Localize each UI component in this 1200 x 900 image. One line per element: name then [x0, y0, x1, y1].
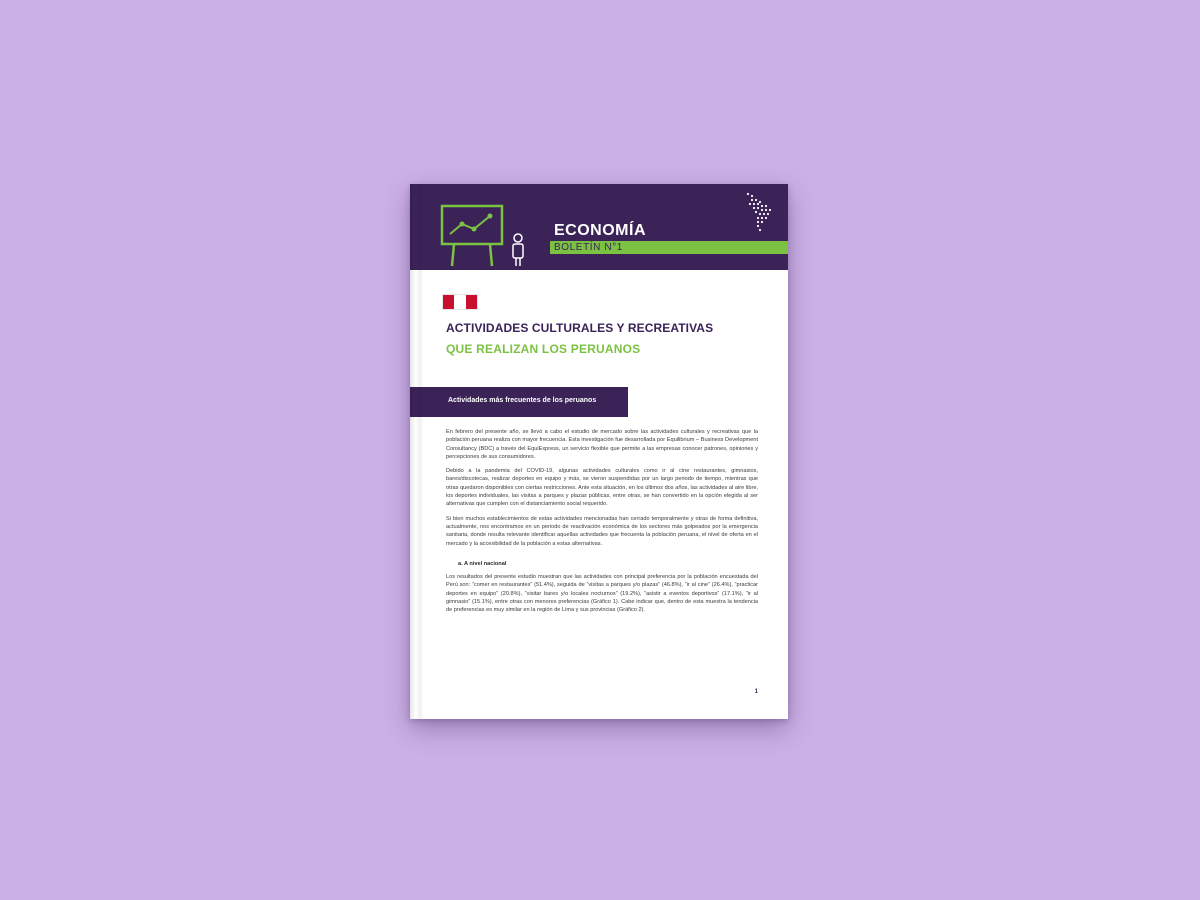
paragraph: Si bien muchos establecimientos de estas actividades mencionadas han cerrado temporalmente y otras de forma definitiva, actualmente, nos encontramos en un periodo de reactivación económica de los sectores más golpeados por la emergencia sanitaria, donde resulta relevante identificar aquellas actividades que frecuenta la población peruana, el nivel de oferta en el mercado y la accesibilidad de la población a estas alternativas.: [446, 515, 758, 547]
section-header-label: Actividades más frecuentes de los peruanos: [448, 397, 597, 404]
document-title: ACTIVIDADES CULTURALES Y RECREATIVAS: [446, 321, 714, 335]
flag-stripe-right: [466, 295, 477, 309]
presentation-board-icon: [440, 204, 530, 268]
document-subtitle: QUE REALIZAN LOS PERUANOS: [446, 342, 641, 356]
brand-title: ECONOMÍA: [554, 222, 646, 239]
section-header-bar: [410, 387, 628, 417]
document-page: [410, 184, 788, 719]
bulletin-number: BOLETÍN N°1: [554, 242, 623, 253]
paragraph: Debido a la pandemia del COVID-19, algunas actividades culturales como ir al cine restaurantes, gimnasios, bares/discotecas, realizar deportes en equipo y más, se vieron suspendidas por un largo periodo de tiempo, mientras que otras quedaron disponibles con ciertas restricciones. Ante esta situación, en los últimos dos años, las actividades al aire libre, los deportes individuales, las visitas a parques y plazas públicas, entre otras, se han convertido en la opción elegida al ser alternativas que cumplen con el distanciamiento social requerido.: [446, 468, 758, 508]
sub-heading: a. A nivel nacional: [458, 560, 507, 567]
flag-stripe-left: [443, 295, 454, 309]
flag-stripe-center: [454, 295, 465, 309]
paragraph: En febrero del presente año, se llevó a cabo el estudio de mercado sobre las actividades culturales y recreativas que la población peruana realiza con mayor frecuencia. Esta investigación fue desarrollada por Equilibrium – Business Development Consultancy (BDC) a través del EquiExpress, un servicio flexible que permite a las empresas conocer patrones, opiniones y percepciones de sus consumidores.: [446, 429, 758, 460]
header-banner: [410, 184, 788, 270]
person-icon: [513, 234, 523, 266]
paragraph: Los resultados del presente estudio muestran que las actividades con principal preferencia por la población encuestada del Perú son: “comer en restaurantes” (51.4%), seguida de “visitas a parques y/o plazas” (46.8%), “ir al cine” (26.4%), “practicar deportes en equipo” (20.8%), “visitar bares y/o locales nocturnos” (19.2%), “asistir a eventos deportivos” (17.1%), “ir al gimnasio” (15.1%), entre otras con menores preferencias (Gráfico 1). Cabe indicar que, dentro de esta muestra la tendencia de preferencias es muy similar en la región de Lima y sus provincias (Gráfico 2).: [446, 574, 758, 614]
body-text: [446, 428, 758, 621]
peru-flag-icon: [442, 294, 478, 310]
dotted-map-icon: [740, 190, 774, 236]
page-number: 1: [754, 689, 758, 695]
